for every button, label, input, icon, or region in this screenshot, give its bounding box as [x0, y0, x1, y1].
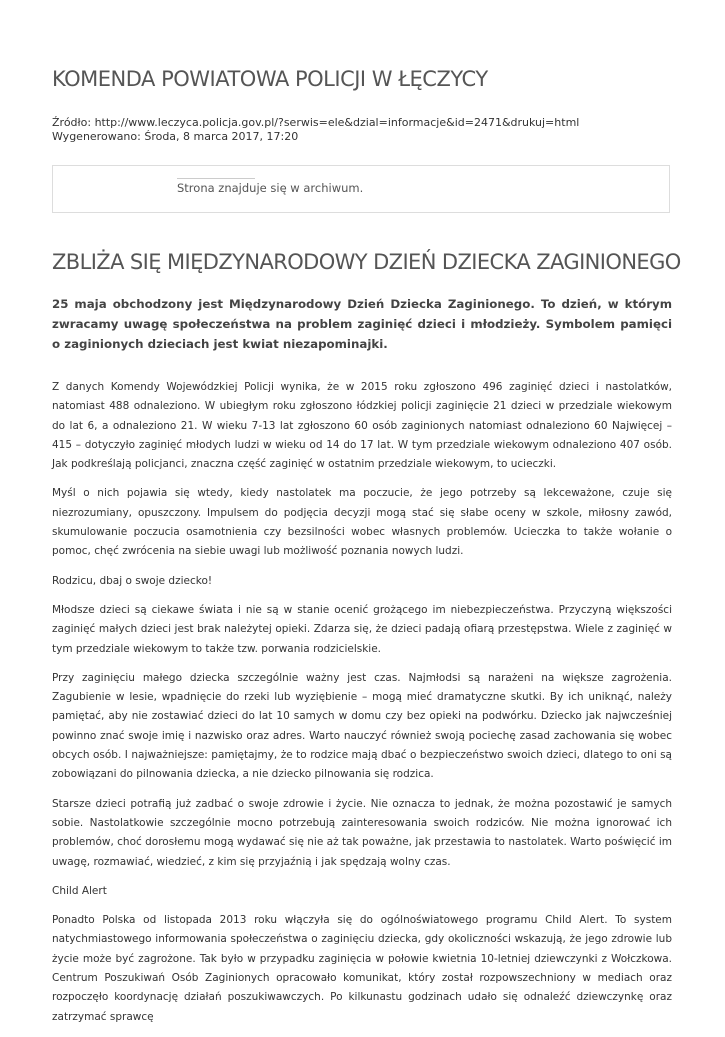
article-body	[52, 294, 672, 1037]
article-paragraph: Z danych Komendy Wojewódzkiej Policji wynika, że w 2015 roku zgłoszono 496 zaginięć dzieci i nastolatków, natomiast 488 odnaleziono. W ubiegłym roku zgłoszono łódzkiej policji zaginięcie 21 dzieci w przedziale wiekowym do lat 6, a odnaleziono 21. W wieku 7-13 lat zgłoszono 60 osób zaginionych natomiast odnaleziono 60 Najwięcej – 415 – dotyczyło zaginięć młodych ludzi w wieku od 14 do 17 lat. W tym przedziale wiekowym odnaleziono 407 osób. Jak podkreślają policjanci, znaczna część zaginięć w ostatnim przedziale wiekowym, to ucieczki.	[52, 381, 672, 471]
article-paragraph: Młodsze dzieci są ciekawe świata i nie są w stanie ocenić grożącego im niebezpieczeństwa. Przyczyną większości zaginięć małych dzieci jest brak należytej opieki. Zdarza się, że dzieci padają ofiarą przestępstwa. Wiele z zaginięć w tym przedziale wiekowym to także tzw. porwania rodzicielskie.	[52, 603, 672, 655]
article-subheading: Child Alert	[52, 884, 107, 897]
archive-notice-divider	[177, 178, 255, 179]
article-lead: 25 maja obchodzony jest Międzynarodowy Dzień Dziecka Zaginionego. To dzień, w którym zwracamy uwagę społeczeństwa na problem zaginięć dzieci i młodzieży. Symbolem pamięci o zaginionych dzieciach jest kwiat niezapominajki.	[52, 297, 672, 351]
article-subheading: Rodzicu, dbaj o swoje dziecko!	[52, 574, 213, 587]
archive-notice-text: Strona znajduje się w archiwum.	[177, 181, 364, 195]
article-paragraph: Myśl o nich pojawia się wtedy, kiedy nastolatek ma poczucie, że jego potrzeby są lekceważone, czuje się niezrozumiany, opuszczony. Impulsem do podjęcia decyzji mogą stać się słabe oceny w szkole, miłosny zawód, skumulowanie poczucia osamotnienia czy bezsilności wobec własnych problemów. Ucieczka to także wołanie o pomoc, chęć zwrócenia na siebie uwagi lub możliwość poznania nowych ludzi.	[52, 487, 672, 558]
article-paragraph: Ponadto Polska od listopada 2013 roku włączyła się do ogólnoświatowego programu Child Alert. To system natychmiastowego informowania społeczeństwa o zaginięciu dziecka, gdy okoliczności wskazują, że jego zdrowie lub życie może być zagrożone. Tak było w przypadku zaginięcia w połowie kwietnia 10-letniej dziewczynki z Wołczkowa. Centrum Poszukiwań Osób Zaginionych opracowało komunikat, który został rozpowszechniony w mediach oraz rozpoczęło koordynację działań poszukiwawczych. Po kilkunastu godzinach udało się odnaleźć dziewczynkę oraz zatrzymać sprawcę	[52, 914, 672, 1023]
source-url: Źródło: http://www.leczyca.policja.gov.pl/?serwis=ele&dzial=informacje&id=2471&drukuj=html	[52, 116, 580, 129]
archive-notice-box	[52, 165, 670, 213]
article-paragraph: Przy zaginięciu małego dziecka szczególnie ważny jest czas. Najmłodsi są narażeni na większe zagrożenia. Zagubienie w lesie, wpadnięcie do rzeki lub wyziębienie – mogą mieć dramatyczne skutki. By ich uniknąć, należy pamiętać, aby nie zostawiać dzieci do lat 10 samych w domu czy bez opieki na podwórku. Dziecko jak najwcześniej powinno znać swoje imię i nazwisko oraz adres. Warto nauczyć również swoją pociechę zasad zachowania się wobec obcych osób. I najważniejsze: pamiętajmy, że to rodzice mają dbać o bezpieczeństwo swoich dzieci, dlatego to oni są zobowiązani do pilnowania dziecka, a nie dziecko pilnowania się rodzica.	[52, 671, 672, 781]
article-title: ZBLIŻA SIĘ MIĘDZYNARODOWY DZIEŃ DZIECKA ZAGINIONEGO	[52, 250, 681, 274]
article-paragraph: Starsze dzieci potrafią już zadbać o swoje zdrowie i życie. Nie oznacza to jednak, że można pozostawić je samych sobie. Nastolatkowie szczególnie mocno potrzebują zainteresowania swoich rodziców. Nie można ignorować ich problemów, choć dorosłemu mogą wydawać się nie aż tak poważne, jak przestawia to nastolatek. Warto poświęcić im uwagę, rozmawiać, wiedzieć, z kim się przyjaźnią i jak spędzają wolny czas.	[52, 797, 672, 868]
generated-timestamp: Wygenerowano: Środa, 8 marca 2017, 17:20	[52, 130, 299, 143]
site-title: KOMENDA POWIATOWA POLICJI W ŁĘCZYCY	[52, 67, 488, 91]
